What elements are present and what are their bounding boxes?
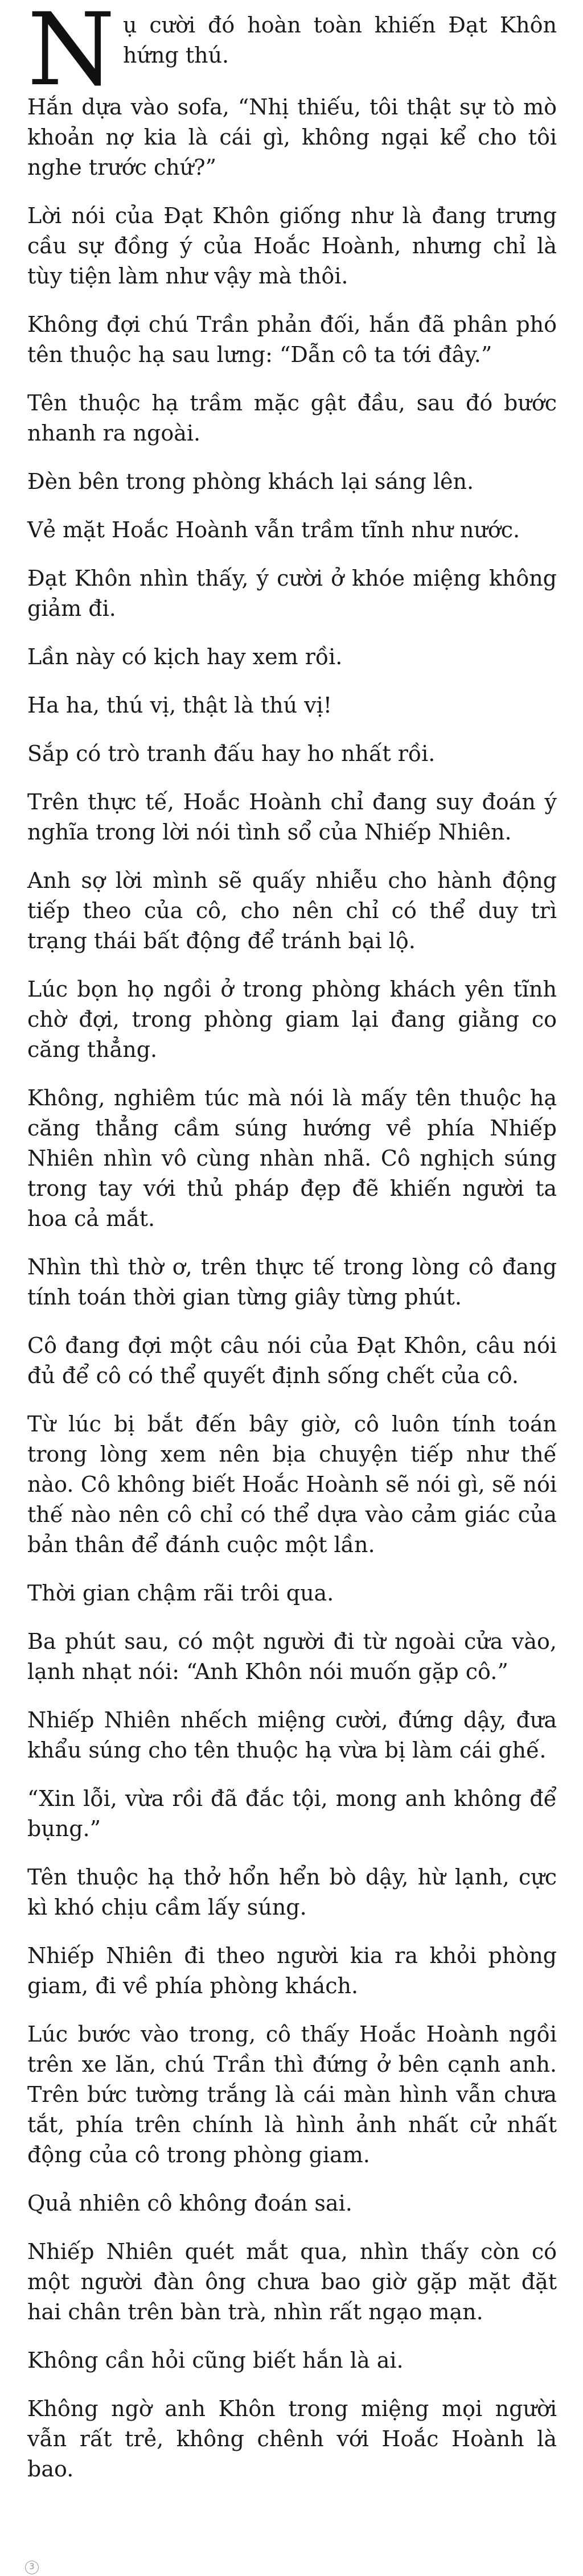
paragraph: Thời gian chậm rãi trôi qua. bbox=[27, 1581, 334, 1606]
paragraph: Từ lúc bị bắt đến bây giờ, cô luôn tính toán trong lòng xem nên bịa chuyện tiếp như thế nào. Cô không biết Hoắc Hoành sẽ nói gì, sẽ nói thế nào nên cô chỉ có thể dựa vào cảm giác của bản thân để đánh cuộc một lần. bbox=[27, 1412, 557, 1557]
drop-cap-letter: N bbox=[27, 0, 115, 108]
paragraph: Tên thuộc hạ trầm mặc gật đầu, sau đó bước nhanh ra ngoài. bbox=[27, 390, 557, 446]
paragraph-text: ụ cười đó hoàn toàn khiến Đạt Khôn hứng thú. bbox=[123, 13, 557, 68]
page-number-badge: 3 bbox=[25, 2561, 39, 2574]
paragraph: Đèn bên trong phòng khách lại sáng lên. bbox=[27, 469, 474, 494]
paragraph: Nhìn thì thờ ơ, trên thực tế trong lòng cô đang tính toán thời gian từng giây từng phút. bbox=[27, 1254, 557, 1310]
paragraph: Lúc bọn họ ngồi ở trong phòng khách yên tĩnh chờ đợi, trong phòng giam lại đang giằng co căng thẳng. bbox=[27, 977, 557, 1062]
paragraph: Vẻ mặt Hoắc Hoành vẫn trầm tĩnh như nước. bbox=[27, 517, 520, 542]
paragraph: Nhiếp Nhiên đi theo người kia ra khỏi phòng giam, đi về phía phòng khách. bbox=[27, 1943, 557, 1998]
paragraph: Ba phút sau, có một người đi từ ngoài cửa vào, lạnh nhạt nói: “Anh Khôn nói muốn gặp cô.” bbox=[27, 1629, 557, 1684]
paragraph: Cô đang đợi một câu nói của Đạt Khôn, câu nói đủ để cô có thể quyết định sống chết của cô. bbox=[27, 1333, 557, 1388]
paragraph: Quả nhiên cô không đoán sai. bbox=[27, 2191, 352, 2216]
paragraph: Tên thuộc hạ thở hổn hển bò dậy, hừ lạnh, cực kì khó chịu cầm lấy súng. bbox=[27, 1865, 557, 1920]
paragraph: Lời nói của Đạt Khôn giống như là đang trưng cầu sự đồng ý của Hoắc Hoành, nhưng chỉ là tùy tiện làm như vậy mà thôi. bbox=[27, 203, 557, 289]
paragraph: Lần này có kịch hay xem rồi. bbox=[27, 644, 343, 669]
paragraph: Anh sợ lời mình sẽ quấy nhiễu cho hành động tiếp theo của cô, cho nên chỉ có thể duy trì trạng thái bất động để tránh bại lộ. bbox=[27, 868, 557, 953]
paragraph: Không ngờ anh Khôn trong miệng mọi người vẫn rất trẻ, không chênh với Hoắc Hoành là bao. bbox=[27, 2396, 557, 2482]
paragraph: Không cần hỏi cũng biết hắn là ai. bbox=[27, 2348, 404, 2373]
paragraph: Đạt Khôn nhìn thấy, ý cười ở khóe miệng không giảm đi. bbox=[27, 566, 557, 621]
paragraph: Nhiếp Nhiên quét mắt qua, nhìn thấy còn có một người đàn ông chưa bao giờ gặp mặt đặt hai chân trên bàn trà, nhìn rất ngạo mạn. bbox=[27, 2239, 557, 2324]
paragraph: Không đợi chú Trần phản đối, hắn đã phân phó tên thuộc hạ sau lưng: “Dẫn cô ta tới đây.” bbox=[27, 312, 557, 367]
opening-paragraph bbox=[27, 0, 557, 108]
paragraph: Nhiếp Nhiên nhếch miệng cười, đứng dậy, đưa khẩu súng cho tên thuộc hạ vừa bị làm cái ghế. bbox=[27, 1707, 557, 1763]
paragraph: Ha ha, thú vị, thật là thú vị! bbox=[27, 693, 332, 718]
paragraph: Lúc bước vào trong, cô thấy Hoắc Hoành ngồi trên xe lăn, chú Trần thì đứng ở bên cạnh anh. Trên bức tường trắng là cái màn hình vẫn chưa tắt, phía trên chính là hình ảnh nhất cử nhất động của cô trong phòng giam. bbox=[27, 2022, 557, 2167]
paragraph: Hắn dựa vào sofa, “Nhị thiếu, tôi thật sự tò mò khoản nợ kia là cái gì, không ngại kể cho tôi nghe trước chứ?” bbox=[27, 94, 557, 180]
paragraph: Trên thực tế, Hoắc Hoành chỉ đang suy đoán ý nghĩa trong lời nói tình sổ của Nhiếp Nhiên. bbox=[27, 789, 557, 845]
paragraph: “Xin lỗi, vừa rồi đã đắc tội, mong anh không để bụng.” bbox=[27, 1786, 557, 1841]
paragraph: Sắp có trò tranh đấu hay ho nhất rồi. bbox=[27, 741, 436, 766]
page-footer bbox=[25, 2559, 39, 2576]
paragraph: Không, nghiêm túc mà nói là mấy tên thuộc hạ căng thẳng cầm súng hướng về phía Nhiếp Nhiên nhìn vô cùng nhàn nhã. Cô nghịch súng trong tay với thủ pháp đẹp đẽ khiến người ta hoa cả mắt. bbox=[27, 1085, 557, 1231]
